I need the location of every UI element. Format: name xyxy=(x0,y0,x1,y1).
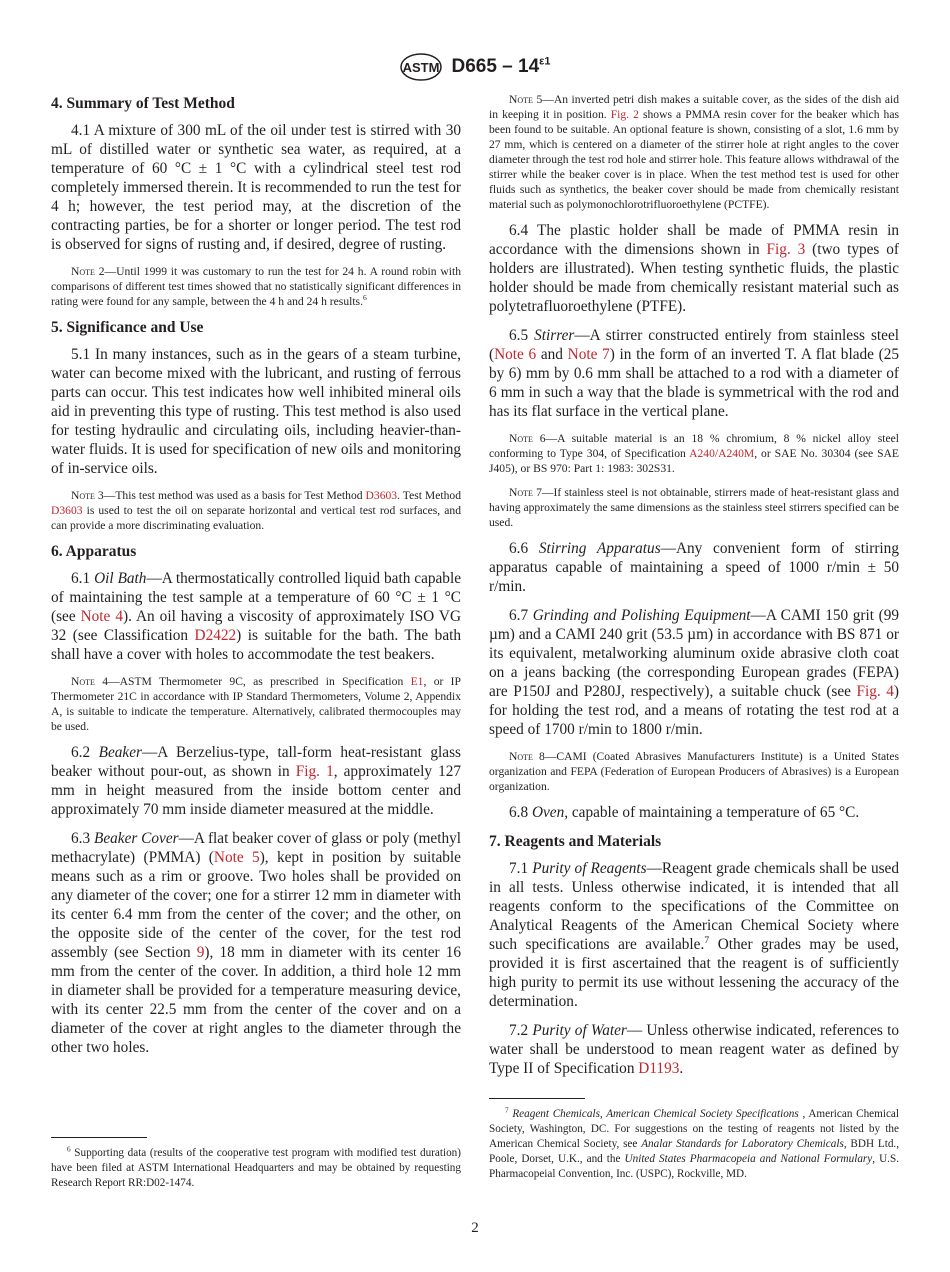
text-run: is used to test the oil on separate horizontal and vertical test rod surfaces, and can provide a more discriminating evaluation. xyxy=(51,504,461,532)
section-heading xyxy=(51,542,461,561)
footnote xyxy=(51,1146,461,1191)
section-heading xyxy=(51,318,461,337)
text-run: 6.8 xyxy=(509,804,532,821)
text-run: 5—An inverted petri dish makes a suitable cover, as the sides of the dish aid in keeping it in position. xyxy=(489,93,899,121)
reference-link[interactable]: Fig. 2 xyxy=(610,108,639,121)
italic-term: United States Pharmacopeia and National Formulary xyxy=(624,1153,873,1165)
note-label: Note xyxy=(71,489,95,502)
paragraph xyxy=(489,803,899,822)
note-label: Note xyxy=(509,93,533,106)
text-run: , or IP Thermometer 21C in accordance with IP Standard Thermometers, Volume 2, Appendix A, is suitable to indicate the temperature. Alternatively, calibrated thermocouples may be used. xyxy=(51,675,461,733)
reference-link[interactable]: Note 6 xyxy=(494,346,537,363)
reference-link[interactable]: Fig. 4 xyxy=(856,683,894,700)
text-run: and xyxy=(536,346,568,363)
italic-term: Reagent Chemicals, American Chemical Society Specifications xyxy=(512,1108,799,1120)
footnote-marker: 6 xyxy=(67,1145,71,1154)
italic-term: Purity of Water xyxy=(532,1022,627,1039)
text-run: —A stirrer constructed entirely from stainless steel ( xyxy=(489,327,899,363)
section-heading xyxy=(489,832,899,851)
paragraph xyxy=(489,539,899,596)
text-run: , approximately 127 mm in height measured from the inside bottom center and approximately 70 mm inside diameter measured at the middle. xyxy=(51,763,462,818)
text-run: capable of maintaining a temperature of 65 °C. xyxy=(568,804,860,821)
note-label: Note xyxy=(71,265,95,278)
text-run: ). An oil having a viscosity of approximately ISO VG 32 (see Classification xyxy=(51,608,461,644)
note-paragraph xyxy=(51,488,461,533)
note-paragraph xyxy=(489,92,899,212)
text-run: —A CAMI 150 grit (99 µm) and a CAMI 240 grit (53.5 µm) in accordance with BS 871 or its equivalent, metalworking aluminum oxide abrasive cloth coat on a jeans backing (the corresponding European grades (FEPA) are P150J and P280J, respectively), a suitable chuck (see xyxy=(489,607,899,700)
reference-link[interactable]: D3603 xyxy=(51,504,83,517)
designation-text: D665 – 14 xyxy=(451,56,540,77)
text-run: 6.4 The plastic holder shall be made of PMMA resin in accordance with the dimensions shown in xyxy=(489,222,899,258)
text-run: 5.1 In many instances, such as in the gears of a steam turbine, water can become mixed with the lubricant, and rusting of ferrous parts can occur. This test indicates how well inhibited mineral oils aid in preventing this type of rusting. This test method is also used for testing hydraulic and circulating oils, including heavier-than-water fluids. It is used for specification of new oils and monitoring of in-service oils. xyxy=(51,346,461,477)
text-run: (two types of holders are illustrated). When testing synthetic fluids, the plastic holder should be made from chemically resistant material such as polytetrafluoroethylene (PTFE). xyxy=(489,241,900,315)
text-run: 7.2 xyxy=(509,1022,533,1039)
paragraph xyxy=(51,345,461,478)
footnote-marker: 6 xyxy=(362,293,367,303)
text-run: 2—Until 1999 it was customary to run the test for 24 h. A round robin with comparisons of different test times showed that no statistically significant differences in rating were found for any sample, between the 4 h and 24 h results. xyxy=(51,265,461,308)
text-run: 6. Apparatus xyxy=(51,543,137,560)
text-run: —Reagent grade chemicals shall be used in all tests. Unless otherwise indicated, it is intended that all reagents conform to the specifications of the Committee on Analytical Reagents of the American Chemical Society where such specifications are available. xyxy=(489,860,899,953)
svg-text:ASTM: ASTM xyxy=(403,60,440,75)
text-run: shows a PMMA resin cover for the beaker which has been found to be suitable. An optional feature is shown, consisting of a slot, 1.6 mm by 27 mm, which is centered on a diameter of the stirrer hole at right angles to the cover diameter through the test rod hole and stirrer hole. This feature allows withdrawal of the stirrer while the beaker cover is in place. When the test method test is used for other fluids such as synthetics, the beaker cover should be made from chemically resistant material such as polymonochlorotrifluoroethylene (PCTFE). xyxy=(489,108,899,211)
text-run: ), 18 mm in diameter with its center 16 mm from the center of the cover. In addition, a third hole 12 mm in diameter shall be provided for a temperature measuring device, with its center 22.5 mm from the center of the cover and on a diameter of the cover at right angles to the diameter through the other two holes. xyxy=(51,944,461,1056)
note-paragraph xyxy=(51,264,461,309)
note-label: Note xyxy=(509,750,533,763)
paragraph xyxy=(489,221,899,316)
document-header xyxy=(0,52,950,82)
text-run: ) for holding the test rod, and a means of rotating the test rod at a speed of 1700 r/min to 1800 r/min. xyxy=(489,683,899,738)
text-run: — Unless otherwise indicated, references to water shall be understood to mean reagent water as defined by Type II of Specification xyxy=(489,1022,899,1077)
note-paragraph xyxy=(489,431,899,476)
section-heading xyxy=(51,94,461,113)
note-paragraph xyxy=(489,485,899,530)
italic-term: Analar Standards for Laboratory Chemicals xyxy=(641,1138,844,1150)
text-run: 6.6 xyxy=(509,540,539,557)
text-run: 7.1 xyxy=(509,860,533,877)
text-run: Supporting data (results of the cooperative test program with modified test duration) have been filed at ASTM International Headquarters and may be obtained by requesting Research Report RR:D02-1474. xyxy=(51,1147,461,1189)
text-run: , BDH Ltd., Poole, Dorset, U.K., and the xyxy=(489,1138,900,1165)
text-run: 6.5 xyxy=(509,327,535,344)
paragraph xyxy=(51,743,461,819)
text-run: —A Berzelius-type, tall-form heat-resistant glass beaker without pour-out, as shown in xyxy=(51,744,461,780)
reference-link[interactable]: D1193 xyxy=(638,1060,680,1077)
right-column xyxy=(489,92,899,1088)
text-run: 8—CAMI (Coated Abrasives Manufacturers Institute) is a United States organization and FEPA (Federation of European Producers of Abrasives) is a European organization. xyxy=(489,750,899,793)
text-run: ), kept in position by suitable means such as a rim or groove. Two holes shall be provided on any diameter of the cover; one for a stirrer 12 mm in diameter with its center 6.4 mm from the center of the cover; and the other, on the opposite side of the center of the cover, for the test rod assembly (see Section xyxy=(51,849,461,961)
footnote-marker: 7 xyxy=(505,1106,509,1115)
footnote-rule xyxy=(51,1137,147,1138)
text-run: 6.3 xyxy=(71,830,94,847)
text-run: —Any convenient form of stirring apparatus capable of maintaining a speed of 1000 r/min ± 50 r/min. xyxy=(489,540,899,595)
text-run: . xyxy=(679,1060,684,1077)
paragraph xyxy=(51,121,461,254)
italic-term: Beaker Cover xyxy=(94,830,179,847)
italic-term: Oven, xyxy=(531,804,569,821)
footnote xyxy=(489,1107,899,1182)
italic-term: Stirrer xyxy=(534,327,575,344)
note-paragraph xyxy=(51,674,461,734)
text-run: ) in the form of an inverted T. A flat blade (25 by 6) mm by 0.6 mm shall be attached to a rod with a diameter of 6 mm in such a way that the blade is symmetrical with the rod and has its flat surface in the vertical plane. xyxy=(489,346,899,420)
text-run: 4.1 A mixture of 300 mL of the oil under test is stirred with 30 mL of distilled water or synthetic sea water, as required, at a temperature of 60 °C ± 1 °C with a cylindrical steel test rod completely immersed therein. It is recommended to run the test for 4 h; however, the test period may, at the discretion of the contracting parties, be for a shorter or longer period. The test rod is observed for signs of rusting and, if desired, degree of rusting. xyxy=(51,122,461,253)
paragraph xyxy=(51,569,461,664)
reference-link[interactable]: Fig. 1 xyxy=(295,763,334,780)
epsilon-superscript: ε1 xyxy=(539,55,551,68)
text-run: 6.7 xyxy=(509,607,533,624)
reference-link[interactable]: D3603 xyxy=(365,489,398,502)
italic-term: Stirring Apparatus xyxy=(538,540,661,557)
text-run: ) is suitable for the bath. The bath shall have a cover with holes to accommodate the test beakers. xyxy=(51,627,462,663)
astm-logo-icon xyxy=(399,52,443,82)
text-run: —A thermostatically controlled liquid bath capable of maintaining the test sample at a temperature of 60 °C ± 1 °C (see xyxy=(51,570,461,625)
text-run: 6—A suitable material is an 18 % chromium, 8 % nickel alloy steel conforming to Type 304, of Specification xyxy=(489,432,899,460)
footnote-marker: 7 xyxy=(704,934,710,946)
text-run: —A flat beaker cover of glass or poly (methyl methacrylate) (PMMA) ( xyxy=(51,830,461,866)
reference-link[interactable]: 9 xyxy=(196,944,205,961)
reference-link[interactable]: E1 xyxy=(410,675,424,688)
footnotes-right xyxy=(489,1098,899,1182)
paragraph xyxy=(489,859,899,1011)
text-run: 7—If stainless steel is not obtainable, stirrers made of heat-resistant glass and having approximately the same dimensions as the stainless steel stirrers specified can be used. xyxy=(489,486,899,529)
italic-term: Oil Bath xyxy=(94,570,147,587)
text-run: 6.1 xyxy=(71,570,95,587)
footnote-rule xyxy=(489,1098,585,1099)
paragraph xyxy=(489,326,899,421)
paragraph xyxy=(51,829,461,1057)
paragraph xyxy=(489,1021,899,1078)
italic-term: Purity of Reagents xyxy=(532,860,647,877)
reference-link[interactable]: D2422 xyxy=(194,627,237,644)
text-run: , or SAE No. 30304 (see SAE J405), or BS 970: Part 1: 1983: 302S31. xyxy=(489,447,899,475)
text-run: , American Chemical Society, Washington, DC. For suggestions on the testing of reagents not listed by the American Chemical Society, see xyxy=(489,1108,899,1150)
italic-term: Grinding and Polishing Equipment xyxy=(532,607,751,624)
reference-link[interactable]: Note 5 xyxy=(213,849,260,866)
reference-link[interactable]: Note 4 xyxy=(80,608,123,625)
text-run: . Test Method xyxy=(397,489,462,502)
text-run: 5. Significance and Use xyxy=(51,319,204,336)
designation xyxy=(451,56,550,77)
left-column xyxy=(51,92,461,1067)
reference-link[interactable]: Note 7 xyxy=(567,346,610,363)
text-run: 7. Reagents and Materials xyxy=(489,833,662,850)
text-run: 3—This test method was used as a basis for Test Method xyxy=(94,489,366,502)
footnotes-left xyxy=(51,1137,461,1191)
text-run: 4—ASTM Thermometer 9C, as prescribed in Specification xyxy=(94,675,411,688)
reference-link[interactable]: Fig. 3 xyxy=(766,241,806,258)
note-label: Note xyxy=(509,432,533,445)
text-run: 4. Summary of Test Method xyxy=(51,95,235,112)
note-paragraph xyxy=(489,749,899,794)
note-label: Note xyxy=(509,486,533,499)
text-run: 6.2 xyxy=(71,744,99,761)
text-run: Other grades may be used, provided it is first ascertained that the reagent is of sufficiently high purity to permit its use without lessening the accuracy of the determination. xyxy=(489,936,899,1010)
page-number: 2 xyxy=(471,1220,479,1236)
note-label: Note xyxy=(71,675,95,688)
paragraph xyxy=(489,606,899,739)
reference-link[interactable]: A240/A240M xyxy=(689,447,755,460)
text-run: , U.S. Pharmacopeial Convention, Inc. (USPC), Rockville, MD. xyxy=(489,1153,899,1180)
italic-term: Beaker xyxy=(98,744,142,761)
